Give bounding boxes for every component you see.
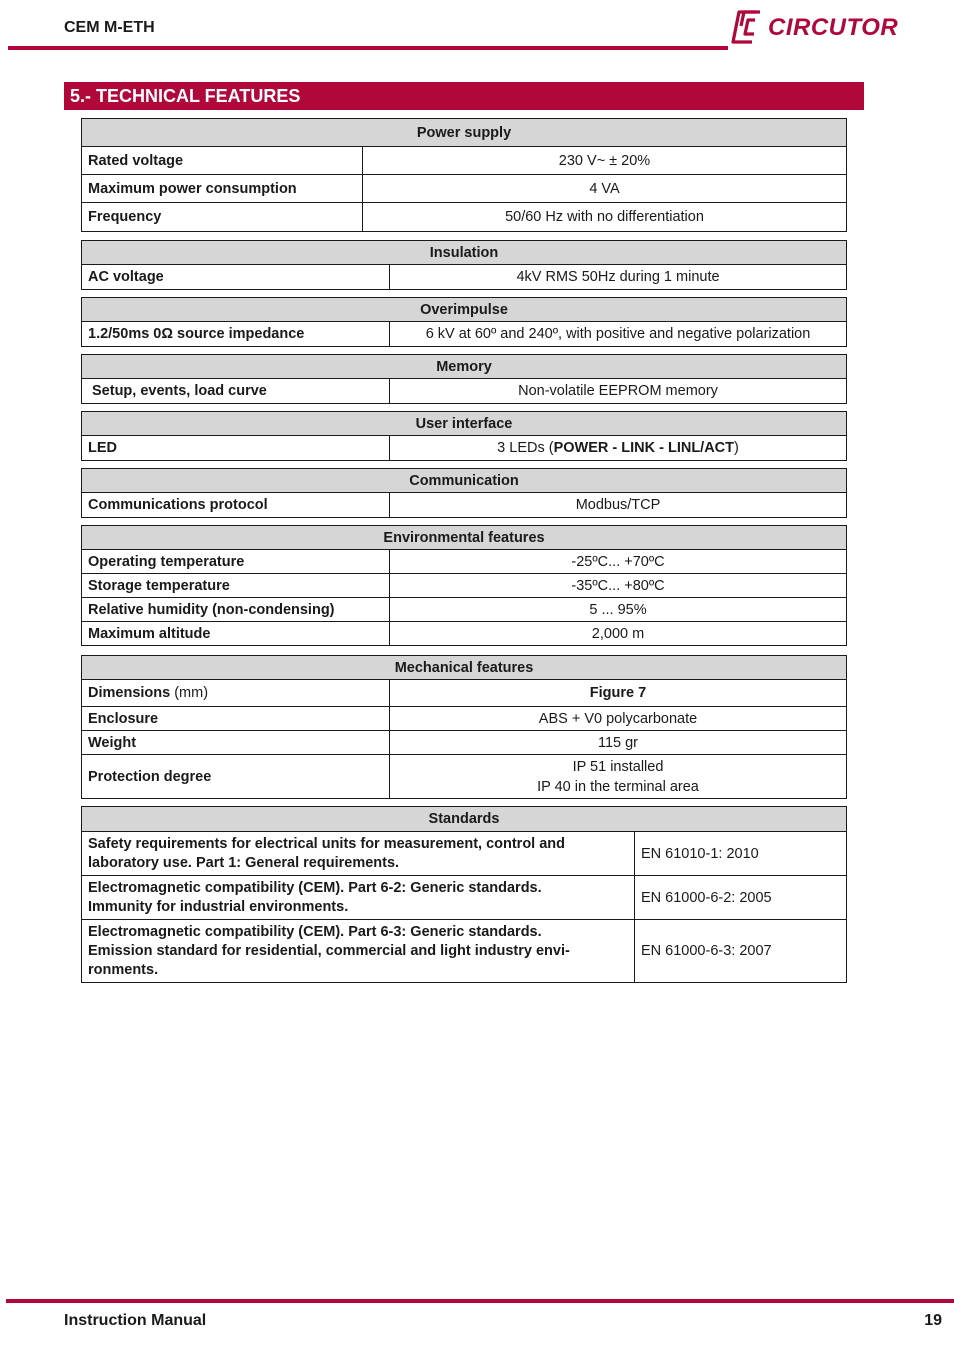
standard-text-line: Emission standard for residential, commercial and light industry envi- [88, 942, 570, 959]
standard-text-line: Electromagnetic compatibility (CEM). Part 6-3: Generic standards. [88, 923, 542, 940]
spec-value: -25ºC... +70ºC [390, 550, 847, 574]
dimensions-label: Dimensions [88, 685, 171, 701]
section-heading: 5.- TECHNICAL FEATURES [64, 82, 864, 110]
spec-label: LED [82, 436, 390, 461]
standard-description [82, 920, 635, 983]
mechanical-table [81, 655, 847, 799]
standard-text-line: Safety requirements for electrical units for measurement, control and [88, 835, 566, 852]
spec-label: Protection degree [82, 755, 390, 799]
led-count-text: 3 LEDs ( [497, 440, 554, 456]
spec-value: 115 gr [390, 731, 847, 755]
spec-label: AC voltage [82, 265, 390, 290]
standard-code: EN 61010-1: 2010 [635, 832, 847, 876]
table-header: Memory [82, 355, 847, 379]
spec-label: Maximum altitude [82, 622, 390, 646]
header-rule [8, 46, 728, 50]
standard-description [82, 832, 635, 876]
spec-label: Maximum power consumption [82, 175, 363, 203]
table-header: Communication [82, 469, 847, 493]
spec-value: 6 kV at 60º and 240º, with positive and negative polarization [390, 322, 847, 347]
protection-terminal: IP 40 in the terminal area [537, 778, 699, 795]
spec-value: 5 ... 95% [390, 598, 847, 622]
standard-text-line: Immunity for industrial environments. [88, 898, 349, 915]
communication-table [81, 468, 847, 518]
document-title: CEM M-ETH [64, 19, 155, 36]
standards-table [81, 806, 847, 983]
table-header: Standards [82, 807, 847, 832]
circutor-logo [730, 8, 910, 46]
led-names: POWER - LINK - LINL/ACT [553, 440, 734, 456]
spec-label: Setup, events, load curve [82, 379, 390, 404]
spec-value: ABS + V0 polycarbonate [390, 707, 847, 731]
spec-label: Rated voltage [82, 147, 363, 175]
spec-label: Storage temperature [82, 574, 390, 598]
standard-text-line: Electromagnetic compatibility (CEM). Part 6-2: Generic standards. [88, 879, 542, 896]
spec-label: Operating temperature [82, 550, 390, 574]
table-header: Mechanical features [82, 656, 847, 680]
spec-value: -35ºC... +80ºC [390, 574, 847, 598]
spec-value [390, 436, 847, 461]
standard-description [82, 876, 635, 920]
standard-text-line: ronments. [88, 961, 159, 978]
footer-manual-title: Instruction Manual [64, 1312, 207, 1329]
power-supply-table [81, 118, 847, 232]
table-header: Overimpulse [82, 298, 847, 322]
spec-label: 1.2/50ms 0Ω source impedance [82, 322, 390, 347]
dimensions-unit: (mm) [170, 685, 209, 701]
spec-label: Communications protocol [82, 493, 390, 518]
spec-value: 50/60 Hz with no differentiation [363, 203, 847, 232]
spec-value: 4kV RMS 50Hz during 1 minute [390, 265, 847, 290]
page-number: 19 [924, 1312, 942, 1329]
spec-value: 2,000 m [390, 622, 847, 646]
table-header: Power supply [82, 119, 847, 147]
environmental-table [81, 525, 847, 646]
standard-code: EN 61000-6-2: 2005 [635, 876, 847, 920]
spec-label: Frequency [82, 203, 363, 232]
spec-value: 4 VA [363, 175, 847, 203]
protection-installed: IP 51 installed [572, 758, 664, 775]
spec-value: 230 V~ ± 20% [363, 147, 847, 175]
overimpulse-table [81, 297, 847, 347]
table-header: Insulation [82, 241, 847, 265]
spec-value: Modbus/TCP [390, 493, 847, 518]
spec-value: Non-volatile EEPROM memory [390, 379, 847, 404]
brand-wordmark: CIRCUTOR [768, 14, 899, 41]
spec-label: Enclosure [82, 707, 390, 731]
spec-label: Weight [82, 731, 390, 755]
led-close-paren: ) [734, 440, 739, 456]
user-interface-table [81, 411, 847, 461]
spec-label [82, 680, 390, 707]
spec-value: Figure 7 [390, 680, 847, 707]
memory-table [81, 354, 847, 404]
spec-value [390, 755, 847, 799]
footer-rule [6, 1299, 954, 1303]
table-header: Environmental features [82, 526, 847, 550]
standard-text-line: laboratory use. Part 1: General requirements. [88, 854, 400, 871]
spec-label: Relative humidity (non-condensing) [82, 598, 390, 622]
insulation-table [81, 240, 847, 290]
table-header: User interface [82, 412, 847, 436]
standard-code: EN 61000-6-3: 2007 [635, 920, 847, 983]
